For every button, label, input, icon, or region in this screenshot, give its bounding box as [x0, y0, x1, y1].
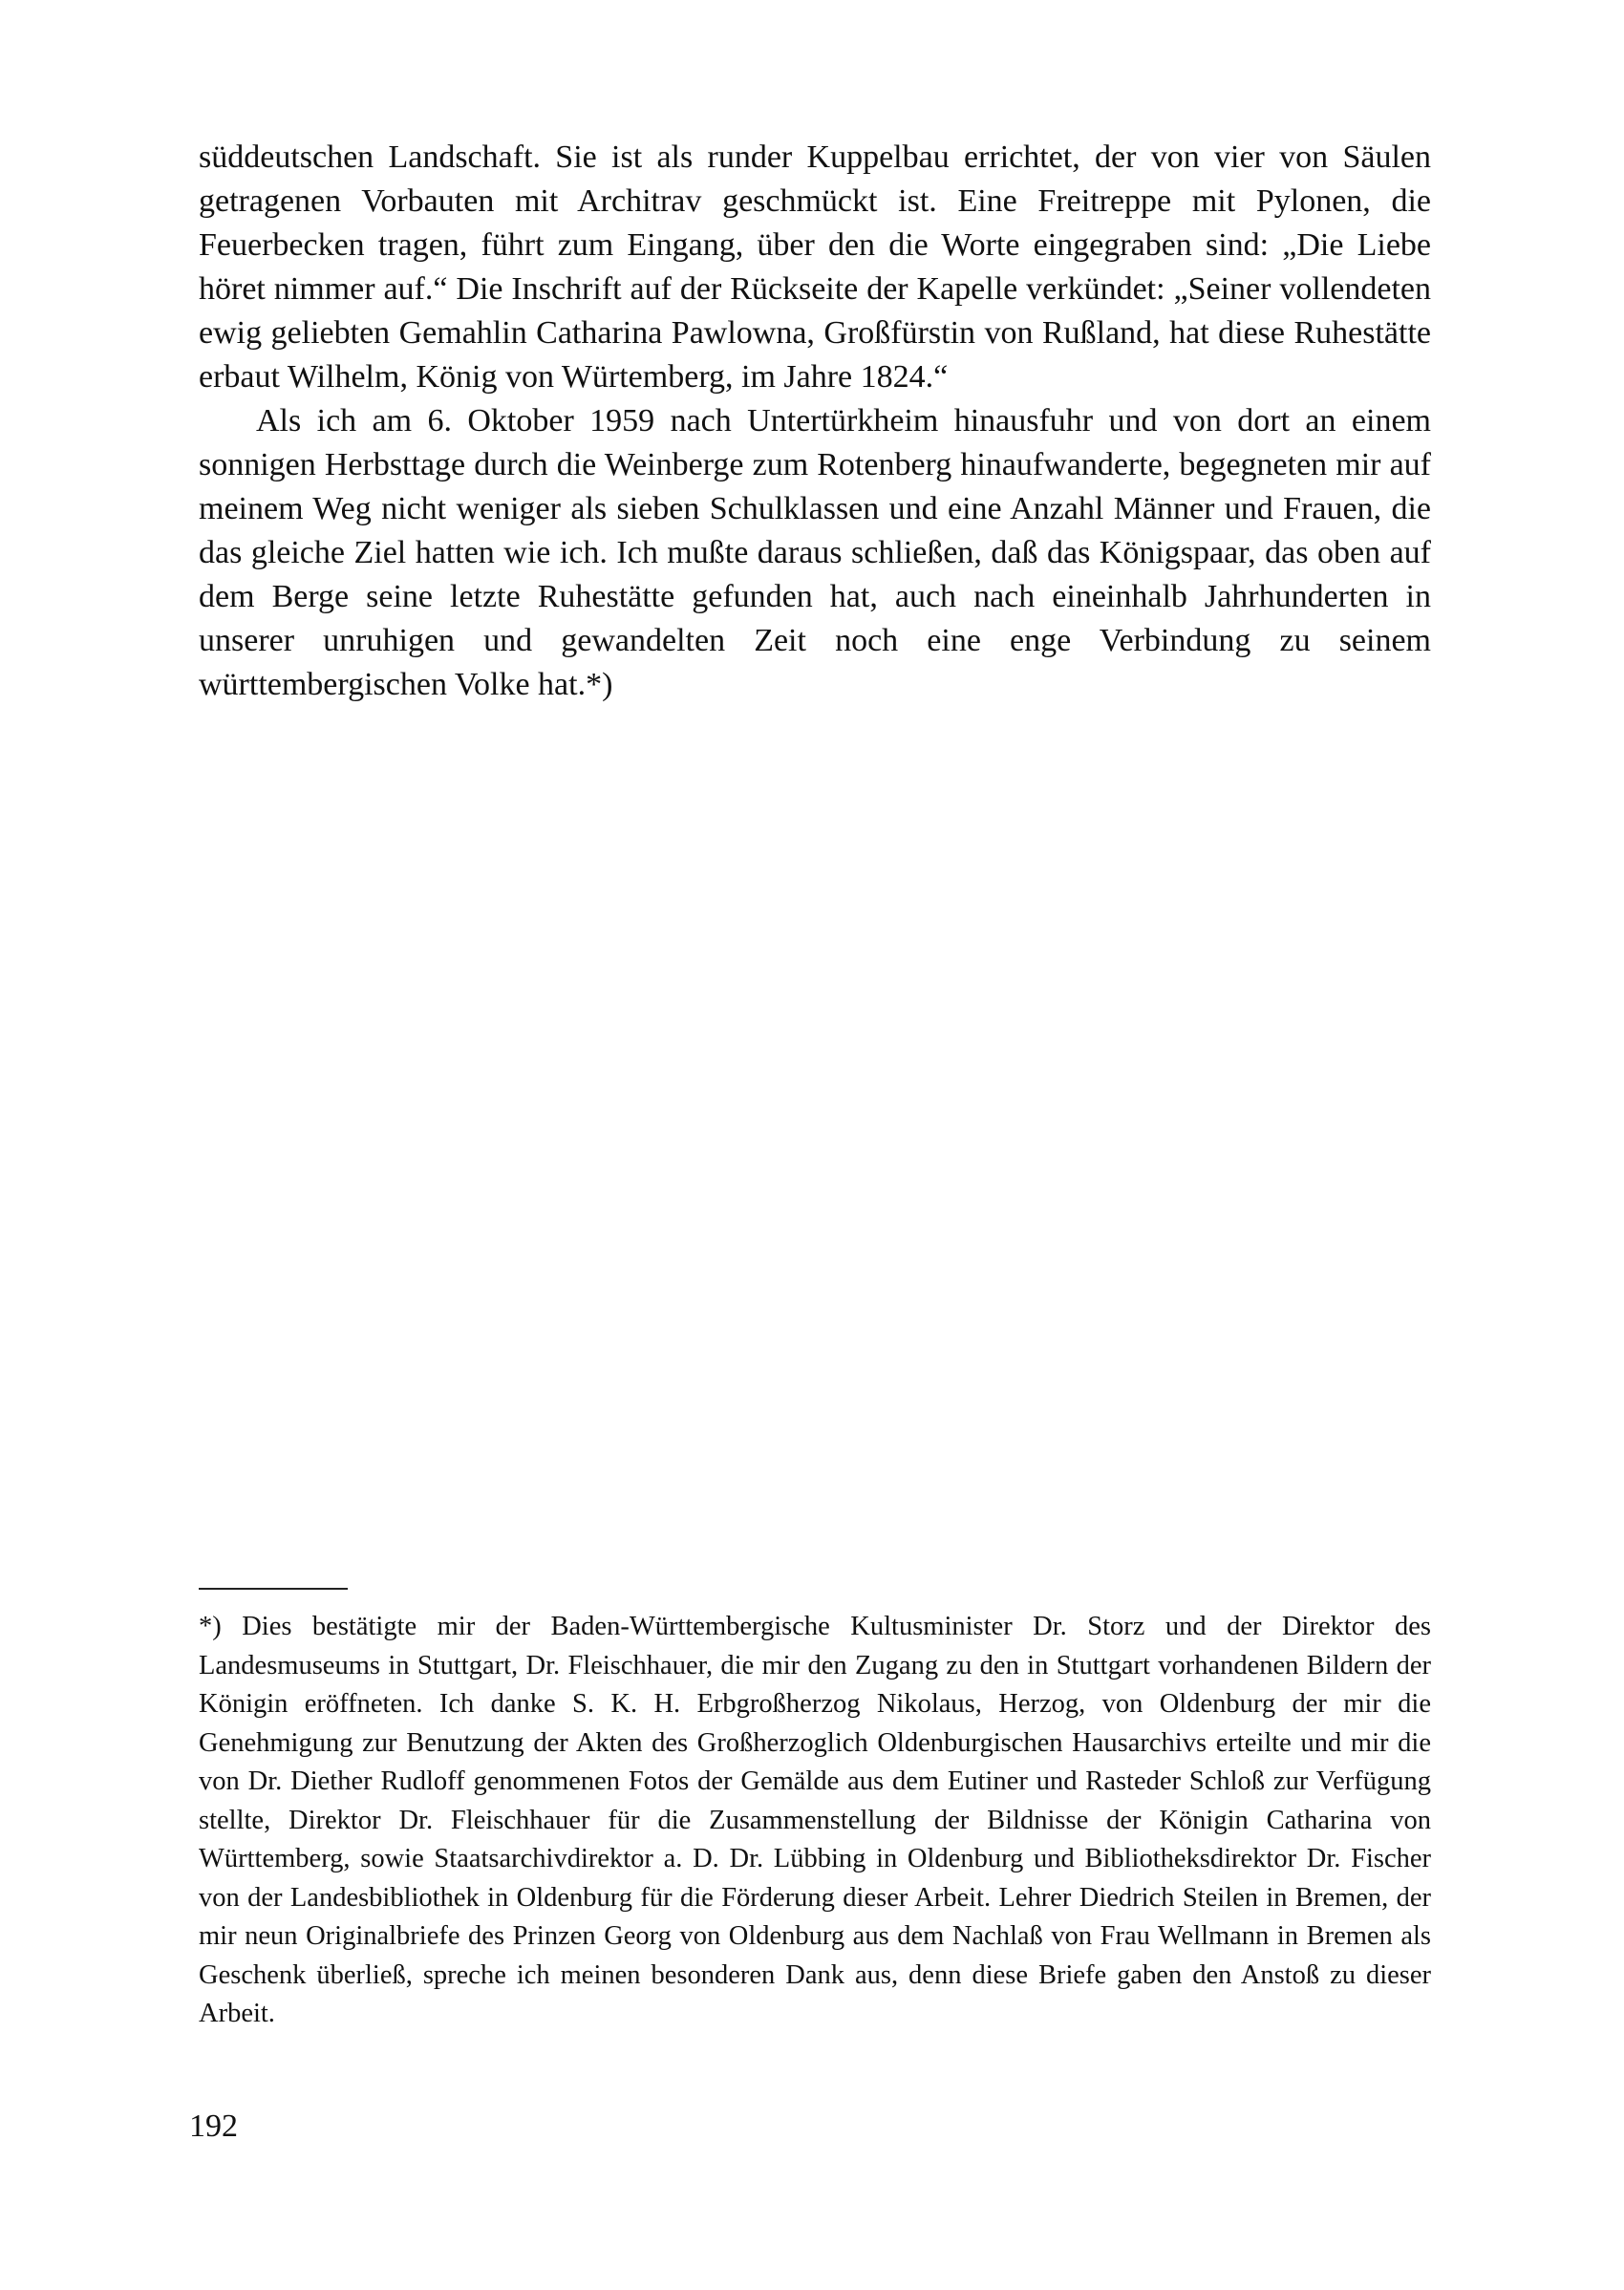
footnote-separator [199, 1588, 348, 1590]
page-number: 192 [189, 2108, 238, 2144]
main-text [199, 136, 1431, 707]
paragraph-1: süddeutschen Landschaft. Sie ist als runder Kuppelbau errichtet, der von vier von Säulen getragenen Vorbauten mit Architrav geschmückt ist. Eine Freitreppe mit Pylonen, die Feuerbecken tragen, führt zum Eingang, über den die Worte eingegraben sind: „Die Liebe höret nimmer auf.“ Die Inschrift auf der Rückseite der Kapelle verkündet: „Seiner vollendeten ewig geliebten Gemahlin Catharina Pawlowna, Großfürstin von Rußland, hat diese Ruhestätte erbaut Wilhelm, König von Würtemberg, im Jahre 1824.“ [199, 139, 1431, 395]
footnote: *) Dies bestätigte mir der Baden-Württembergische Kultusminister Dr. Storz und der Direktor des Landesmuseums in Stuttgart, Dr. Fleischhauer, die mir den Zugang zu den in Stuttgart vorhandenen Bildern der Königin eröffneten. Ich danke S. K. H. Erbgroßherzog Nikolaus, Herzog, von Oldenburg der mir die Genehmigung zur Benutzung der Akten des Großherzoglich Oldenburgischen Hausarchivs erteilte und mir die von Dr. Diether Rudloff genommenen Fotos der Gemälde aus dem Eutiner und Rasteder Schloß zur Verfügung stellte, Direktor Dr. Fleischhauer für die Zusammenstellung der Bildnisse der Königin Catharina von Württemberg, sowie Staatsarchivdirektor a. D. Dr. Lübbing in Oldenburg und Bibliotheksdirektor Dr. Fischer von der Landesbibliothek in Oldenburg für die Förderung dieser Arbeit. Lehrer Diedrich Steilen in Bremen, der mir neun Originalbriefe des Prinzen Georg von Oldenburg aus dem Nachlaß von Frau Wellmann in Bremen als Geschenk überließ, spreche ich meinen besonderen Dank aus, denn diese Briefe gaben den Anstoß zu dieser Arbeit. [199, 1612, 1431, 2028]
paragraph-2: Als ich am 6. Oktober 1959 nach Untertürkheim hinausfuhr und von dort an einem sonnigen Herbsttage durch die Weinberge zum Rotenberg hinaufwanderte, begegneten mir auf meinem Weg nicht weniger als sieben Schulklassen und eine Anzahl Männer und Frauen, die das gleiche Ziel hatten wie ich. Ich mußte daraus schließen, daß das Königspaar, das oben auf dem Berge seine letzte Ruhestätte gefunden hat, auch nach eineinhalb Jahrhunderten in unserer unruhigen und gewandelten Zeit noch eine enge Verbindung zu seinem württembergischen Volke hat.*) [199, 403, 1431, 702]
